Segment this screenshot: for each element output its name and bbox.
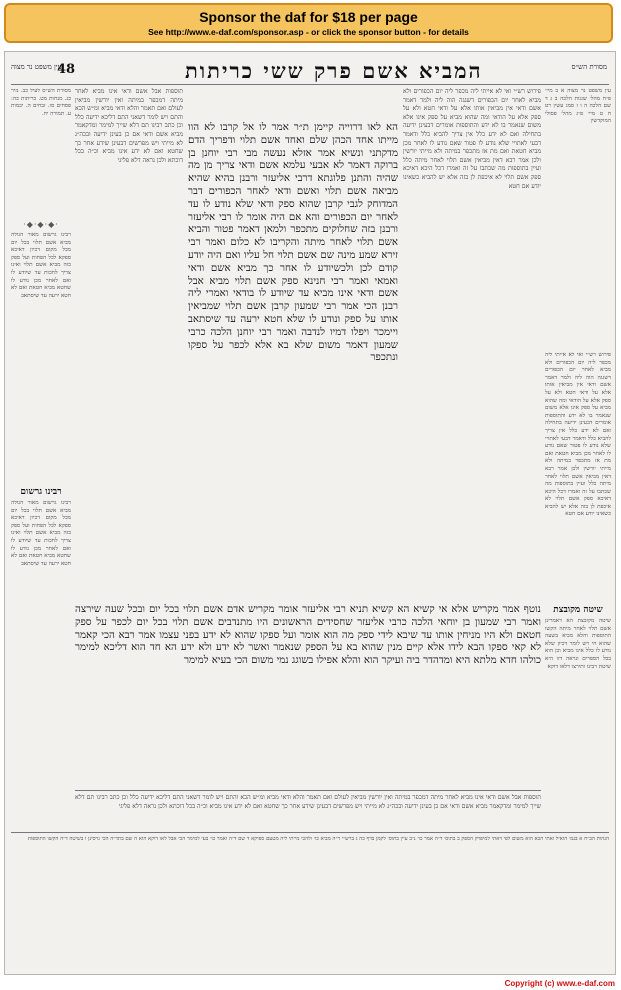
margin-hagahot: פירוש רש״י ואי לא אייתי ליה מכפר ליה יום הכפורים ולא מביא לאחר יום הכפורים דשגגה הוה ליה ולמר דאמר אשם ודאי אין מביאין אותו אלא על ודאי חטא ולא על ספק אלא על הודאי ומה שהוא מביא על ספק אינו אלא משום שנאמר בו לא ידע והתוספות אומרים דבעינן ידיעה בתחילה ואם לא ידע כלל אין צריך להביא כלל ודאמר דבעי לאתויי שלא נודע לו פטור שאם נודע לו לאחר מכן מביא חטאת ואם מת אז מתכפר במיתה ולא מייתי יורשין ולכן אמר רבא דאין מביאין אשם תלוי לאחר מיתה כלל ועיין בתוספות מה שכתבו על זה ואמרו דכל היכא דאיכא ספק אשם תלוי לא איכפת לן בזה אלא יש להביא כשאינו יודע אם חטא (545, 352, 611, 518)
ornament-left-top: ·◆·◆·◆· (23, 220, 59, 229)
page-title: המביא אשם פרק ששי כריתות (185, 58, 483, 83)
talmud-page (4, 51, 616, 975)
page-header (5, 58, 615, 84)
margin-masoret-hashas: מסורת הש״ס לעיל כב. נזיר כג. מנחות מט. כריתות כה: פסחים סו. זבחים ה. יבמות ע. תמורה יח. (11, 88, 71, 117)
bottom-notes: הגהות הב״ח א בגמ׳ הואיל ואתי הכא הוא משום לפי דאתי למיפרק הספק ב בתוס׳ ד״ה אמר כו׳ נ״ב עיין בתוס׳ לקמן בדף כה ג ברש״י ד״ה מביא כו׳ ולהכי מייתי ליה מטעם ספיקא ד שם ד״ה ואמר כו׳ בעי למימר הכי אבל לאו דוקא הוא ה שם בתד״ה הכי גרסינן ו בשיטה ד״ה הקשו התוספות (27, 836, 609, 842)
rabbeinu-gershom-text: רבינו גרשום מאור הגולה מביא אשם תלוי בכל יום מכל מקום דכיון דאיכא ספקא לכל הפחות ועל ספק כזה מביא אשם תלוי ואינו צריך לחכות עד שיודע לו ואם לאחר מכן נודע לו שחטא מביא חטאת ואם לא חטא ירעה עד שיסתאב (11, 500, 71, 567)
sponsor-title[interactable]: Sponsor the daf for $18 per page (199, 9, 418, 25)
header-corner-right: מסורת הש״ס (571, 63, 607, 71)
header-rule (11, 84, 609, 85)
label-rabbeinu-gershom: רבינו גרשום (20, 487, 62, 497)
sponsor-banner[interactable] (4, 3, 613, 43)
commentary-left: תוספות אבל אשם ודאי אינו מביא לאחר מיתה דמכפר במיתה ואין יורשין מביאין לעולם ואם תאמר והלא ודאי מביא ומ״ש הכא והתם ויש לומר דשאני התם דליכא ידיעה כלל וכן כתב רבינו תם דלא שייך למימר ומדקאמר מביא אשם ודאי אם כן בעינן ידיעה ובכה״ג לא מייתי ויש מפרשים דבעינן שידע אחר כך שחטא ואם לא ידע אינו מביא וכ״ה בכל דוכתא ולכן נראה דלא פליגי (75, 88, 183, 164)
header-corner-left: עין משפט נר מצוה (11, 63, 62, 71)
copyright-link[interactable]: Copyright (c) www.e-daf.com (504, 979, 615, 988)
label-shita-mekubetzet: שיטה מקובצת (553, 605, 603, 615)
shita-mekubetzet-text: שיטה מקובצת הא דאמרינן אשם תלוי לאחר מיתה הקשו התוספות והלא מביא בשעה שהוא חי ויש לומר דכיון שלא נודע לו כלל אינו מביא וכן הוא בכל הספרים ונראה דזו היא שיטת רבינו ותירצו דלאו דוקא (545, 618, 611, 670)
margin-ein-mishpat: עין משפט נר מצוה א ב מיי׳ פ״ח מהל׳ שגגות הלכה ב ג ד שם הלכה ה ו ז סמג עשין רט ח ט מיי׳ פ״ג מהל׳ פסולי המוקדשין (545, 88, 611, 125)
section-rule (75, 790, 541, 791)
commentary-under-gemara: תוספות אבל אשם ודאי אינו מביא לאחר מיתה דמכפר במיתה ואין יורשין מביאין לעולם ואם תאמר והלא ודאי מביא ומ״ש הכא והתם ויש לומר דשאני התם דליכא ידיעה כלל וכן כתב רבינו תם דלא שייך למימר ומדקאמר מביא אשם ודאי אם כן בעינן ידיעה ובכה״ג לא מייתי ויש מפרשים דבעינן שידע אחר כך שחטא ואם לא ידע אינו מביא וכ״ה בכל דוכתא ולכן נראה דלא פליגי (75, 794, 541, 810)
gemara-lower: נוטף אמר מקריש אלא אי קשיא הא קשיא תניא רבי אליעזר אומר מקריש אדם אשם תלוי בכל יום ובכל שעה שירצה ואמר רבי שמעון בן יוחאי הלכה כרבי אליעזר שחסידים הראשונים היו מתנדבים אשם תלוי בכל יום לכפר על ספק חטאם ולא היו מניחין אותו עד שיבא לידי ספק מה הוא אומר ועל ספקו שהוא לא ידע בפני עצמו אמר רבא הכי קאמר לא קאי ספקו הבא לידו אלא קיים מנין שהוא בא על הספק שנאמר ואשר לא ידע ולא ידע הא חד הוא דליכא למימר כולהו חדא מלתא היא ומדהדר ביה ועיקר הוא והלא אפילו בשוגג נמי משום הכי בעיא למימר (75, 604, 541, 667)
gemara-main: הא לאו דרוייה קיימן ת״ר אמר לו אל קרבו לא הוו מייתו אחד הכהן שלם ואחד אשם תלוי ודפריך הדם מדקתני ונשיא אמר אזלא נעשה מבי רבי יוחנן בן ברוקה דאמר לא אבעי עלמא אשם ודאי צריך מן מה שהיה והתנן פלוגתא דרבי אליעזר ורבנן בהיא שהיא מביאה אשם תלוי ואשם ודאי לאחר הכפורים דבר המדוחק לגבי קרבן שהוא ספק ודאי שלא נודע לו עד לאחר יום הכפורים והא אם היה אומר לו רבי אליעזר ורבנן בזה שחלוקים מתכפר ולמאן דאמר פטור והביא אשם תלוי לאחר מיתה והקריבו לא כלום ואמר רבי זירא שמע מינה שם אשם תלוי חל עליו ואם היה יודע קודם לכן ולכשיודע לו אחר כך מביא אשם ודאי ואמאי ואמר רבי חנינא ספק אשם תלוי מביא אבל אשם ודאי אינו מביא עד שיודע לו בודאי ואמרי ליה רבנן הכי אמר רבי שמעון קרבן אשם תלוי שמביאין אותו על ספק ונודע לו שלא חטא ירעה עד שיסתאב ויימכר ויפלו דמיו לנדבה ואמר רבי יוחנן הלכה כרבי שמעון דאמר משום שלא בא אלא לכפר על ספקו ונתכפר (188, 122, 398, 364)
page-number: 48 (57, 62, 76, 77)
bottom-rule (11, 832, 609, 833)
margin-left-notes: רבינו גרשום מאור הגולה מביא אשם תלוי בכל יום מכל מקום דכיון דאיכא ספקא לכל הפחות ועל ספק כזה מביא אשם תלוי ואינו צריך לחכות עד שיודע לו ואם לאחר מכן נודע לו שחטא מביא חטאת ואם לא חטא ירעה עד שיסתאב (11, 232, 71, 299)
commentary-right: פירוש רש״י ואי לא אייתי ליה מכפר ליה יום הכפורים ולא מביא לאחר יום הכפורים דשגגה הוה ליה ולמר דאמר אשם ודאי אין מביאין אותו אלא על ודאי חטא ולא על ספק אלא על הודאי ומה שהוא מביא על ספק אינו אלא משום שנאמר בו לא ידע והתוספות אומרים דבעינן ידיעה בתחילה ואם לא ידע כלל אין צריך להביא כלל ודאמר דבעי לאתויי שלא נודע לו פטור שאם נודע לו לאחר מכן מביא חטאת ואם מת אז מתכפר במיתה ולא מייתי יורשין ולכן אמר רבא דאין מביאין אשם תלוי לאחר מיתה כלל ועיין בתוספות מה שכתבו על זה ואמרו דכל היכא דאיכא ספק אשם תלוי לא איכפת לן בזה אלא יש להביא כשאינו יודע אם חטא (403, 88, 541, 190)
sponsor-subtitle: See http://www.e-daf.com/sponsor.asp - or click the sponsor button - for details (148, 27, 469, 37)
